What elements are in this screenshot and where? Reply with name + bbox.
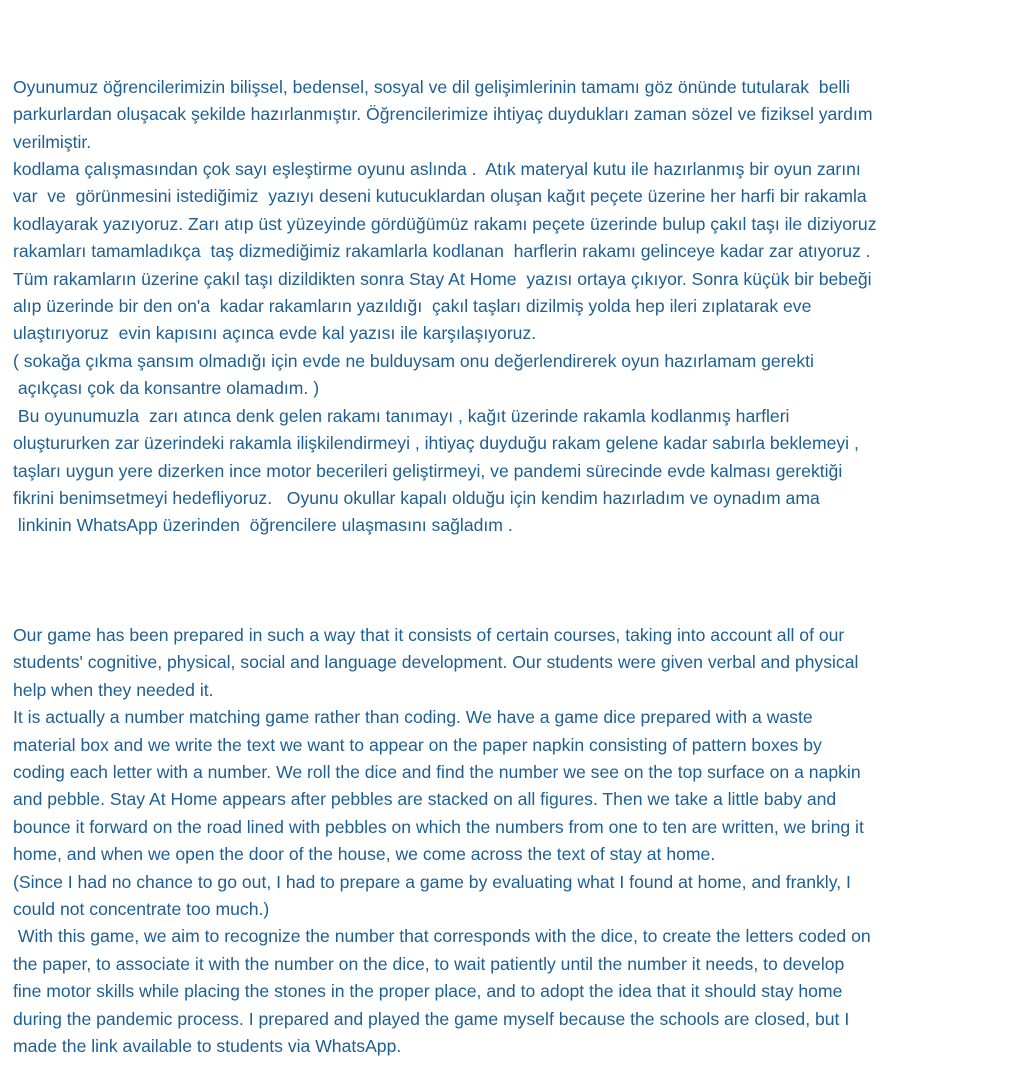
turkish-text-line: açıkçası çok da konsantre olamadım. ) <box>13 378 320 399</box>
turkish-text-line: Bu oyunumuzla zarı atınca denk gelen rakamı tanımayı , kağıt üzerinde rakamla kodlanmış harfleri <box>13 405 790 426</box>
english-text-line: bounce it forward on the road lined with pebbles on which the numbers from one to ten are written, we bring it <box>13 816 864 837</box>
english-text-line: and pebble. Stay At Home appears after pebbles are stacked on all figures. Then we take a little baby and <box>13 789 837 810</box>
turkish-text-line: rakamları tamamladıkça taş dizmediğimiz rakamlarla kodlanan harflerin rakamı gelinceye kadar zar atıyoruz . <box>13 241 871 262</box>
english-text-line: the paper, to associate it with the number on the dice, to wait patiently until the number it needs, to develop <box>13 953 845 974</box>
english-text-line: (Since I had no chance to go out, I had to prepare a game by evaluating what I found at home, and frankly, I <box>13 871 851 892</box>
turkish-text-line: parkurlardan oluşacak şekilde hazırlanmıştır. Öğrencilerimize ihtiyaç duydukları zaman sözel ve fiziksel yardım <box>13 104 873 125</box>
english-text-line: made the link available to students via WhatsApp. <box>13 1036 402 1057</box>
english-text-line: during the pandemic process. I prepared and played the game myself because the schools are closed, but I <box>13 1008 850 1029</box>
english-text-line: It is actually a number matching game rather than coding. We have a game dice prepared with a waste <box>13 707 813 728</box>
english-text-line: students' cognitive, physical, social and language development. Our students were given verbal and physical <box>13 652 859 673</box>
english-text-section <box>13 622 1013 1061</box>
english-text-line: With this game, we aim to recognize the number that corresponds with the dice, to create the letters coded on <box>13 926 871 947</box>
turkish-text-line: kodlayarak yazıyoruz. Zarı atıp üst yüzeyinde gördüğümüz rakamı peçete üzerinde bulup çakıl taşı ile diziyoruz <box>13 213 877 234</box>
turkish-text-line: var ve görünmesini istediğimiz yazıyı deseni kutucuklardan oluşan kağıt peçete üzerine her harfi bir rakamla <box>13 186 867 207</box>
english-text-line: help when they needed it. <box>13 679 214 700</box>
turkish-text-line: ( sokağa çıkma şansım olmadığı için evde ne bulduysam onu değerlendirerek oyun hazırlamam gerekti <box>13 350 814 371</box>
turkish-text-line: kodlama çalışmasından çok sayı eşleştirme oyunu aslında . Atık materyal kutu ile hazırlanmış bir oyun zarını <box>13 159 861 180</box>
turkish-text-line: fikrini benimsetmeyi hedefliyoruz. Oyunu okullar kapalı olduğu için kendim hazırladım ve oynadım ama <box>13 487 820 508</box>
english-text-line: Our game has been prepared in such a way that it consists of certain courses, taking into account all of our <box>13 624 845 645</box>
turkish-text-line: ulaştırıyoruz evin kapısını açınca evde kal yazısı ile karşılaşıyoruz. <box>13 323 537 344</box>
english-text-line: could not concentrate too much.) <box>13 898 270 919</box>
turkish-text-line: Tüm rakamların üzerine çakıl taşı dizildikten sonra Stay At Home yazısı ortaya çıkıyor. Sonra küçük bir bebeği <box>13 268 872 289</box>
turkish-text-line: verilmiştir. <box>13 131 92 152</box>
turkish-text-line: Oyunumuz öğrencilerimizin bilişsel, bedensel, sosyal ve dil gelişimlerinin tamamı göz önünde tutularak belli <box>13 76 851 97</box>
english-text-line: material box and we write the text we want to appear on the paper napkin consisting of pattern boxes by <box>13 734 822 755</box>
document-page <box>13 19 1013 1088</box>
turkish-text-line: oluştururken zar üzerindeki rakamla ilişkilendirmeyi , ihtiyaç duyduğu rakam gelene kadar sabırla beklemeyi , <box>13 433 859 454</box>
english-text-line: fine motor skills while placing the stones in the proper place, and to adopt the idea that it should stay home <box>13 981 843 1002</box>
english-text-line: coding each letter with a number. We roll the dice and find the number we see on the top surface on a napkin <box>13 761 861 782</box>
turkish-text-line: taşları uygun yere dizerken ince motor becerileri geliştirmeyi, ve pandemi sürecinde evde kalması gerektiği <box>13 460 843 481</box>
turkish-text-line: linkinin WhatsApp üzerinden öğrencilere ulaşmasını sağladım . <box>13 515 513 536</box>
english-text-line: home, and when we open the door of the house, we come across the text of stay at home. <box>13 844 716 865</box>
turkish-text-line: alıp üzerinde bir den on'a kadar rakamların yazıldığı çakıl taşları dizilmiş yolda hep ileri zıplatarak eve <box>13 296 812 317</box>
turkish-text-section <box>13 74 1013 540</box>
